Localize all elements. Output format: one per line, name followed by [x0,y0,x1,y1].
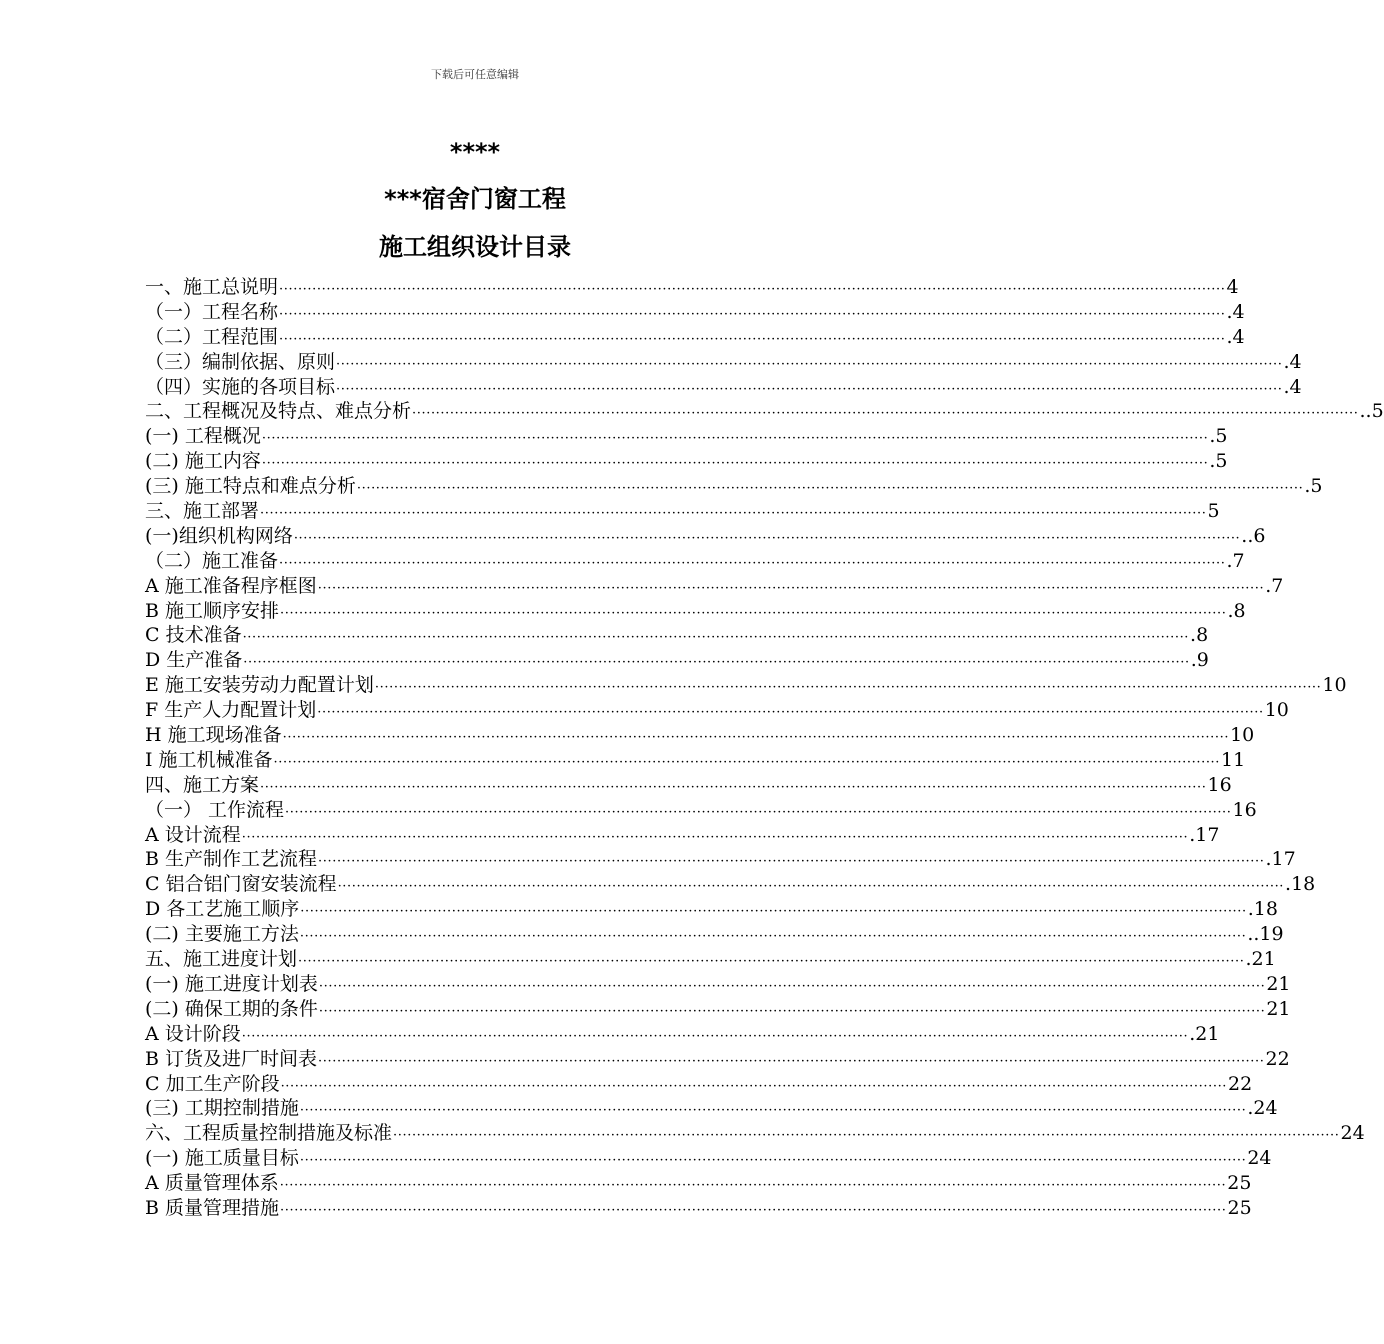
toc-entry-page: 10 [1230,724,1255,747]
toc-entry-page: .4 [1283,350,1302,373]
toc-entry[interactable] [145,275,1239,300]
toc-entry[interactable] [145,424,1228,449]
toc-entry-page: .5 [1304,475,1323,498]
toc-entry-label: C 加工生产阶段 [145,1072,280,1095]
toc-entry-label: 六、工程质量控制措施及标准 [145,1122,393,1145]
toc-entry[interactable] [145,300,1245,325]
toc-entry[interactable] [145,474,1323,499]
toc-entry-page: 4 [1226,276,1239,298]
toc-entry-page: 25 [1227,1172,1252,1195]
toc-entry-page: .21 [1189,1022,1220,1045]
toc-leader-dots: ········································································································································································································ [285,804,1232,820]
toc-entry-page: 24 [1340,1122,1365,1145]
toc-entry[interactable] [145,524,1266,549]
toc-entry-page: 16 [1232,798,1257,821]
toc-entry-label: B 订货及进厂时间表 [145,1047,318,1070]
toc-leader-dots: ········································································································································································································ [356,481,1304,497]
doc-title-line-2: ***宿舍门窗工程 [384,185,566,213]
toc-entry-page: .24 [1247,1097,1278,1120]
toc-entry-page: 21 [1266,972,1291,995]
toc-entry-label: B 质量管理措施 [145,1196,280,1219]
toc-entry-label: A 设计阶段 [145,1022,241,1045]
toc-entry-page: 25 [1227,1196,1252,1219]
toc-leader-dots: ········································································································································································································ [280,1202,1227,1218]
toc-entry-label: （四）实施的各项目标 [145,375,336,398]
toc-entry[interactable] [145,773,1232,798]
toc-entry-page: 11 [1221,748,1246,771]
toc-entry-label: 三、施工部署 [145,500,260,523]
toc-entry[interactable] [145,1096,1278,1121]
toc-entry-page: .18 [1285,873,1316,896]
toc-leader-dots: ········································································································································································································ [299,929,1247,945]
toc-leader-dots: ········································································································································································································ [337,879,1285,895]
toc-entry-label: D 生产准备 [145,649,243,672]
toc-entry[interactable] [145,972,1291,997]
toc-entry-label: D 各工艺施工顺序 [145,898,300,921]
toc-entry-page: 10 [1264,699,1289,722]
toc-leader-dots: ········································································································································································································ [279,1178,1227,1194]
toc-entry-label: （一） 工作流程 [145,798,285,821]
toc-entry[interactable] [145,922,1284,947]
toc-entry-page: .21 [1245,948,1276,971]
toc-entry-label: (二) 施工内容 [145,450,261,473]
toc-entry[interactable] [145,449,1228,474]
toc-leader-dots: ········································································································································································································ [241,829,1189,845]
toc-entry[interactable] [145,350,1302,375]
toc-leader-dots: ········································································································································································································ [273,754,1221,770]
toc-leader-dots: ········································································································································································································ [261,431,1209,447]
toc-leader-dots: ········································································································································································································ [260,506,1207,522]
toc-entry-page: .7 [1226,549,1245,572]
toc-entry-label: （三）编制依据、原则 [145,350,336,373]
toc-leader-dots: ········································································································································································································ [261,456,1209,472]
toc-leader-dots: ········································································································································································································ [374,680,1322,696]
toc-leader-dots: ········································································································································································································ [280,605,1227,621]
toc-leader-dots: ········································································································································································································ [260,779,1207,795]
toc-entry-label: (一) 工程概况 [145,425,261,448]
toc-entry-page: ..6 [1241,524,1266,547]
toc-leader-dots: ········································································································································································································ [242,630,1190,646]
toc-entry-page: .4 [1226,300,1245,323]
doc-title-line-1: **** [449,138,501,166]
toc-entry-page: 22 [1228,1072,1253,1095]
toc-leader-dots: ········································································································································································································ [279,555,1226,571]
toc-entry-label: C 铝合铝门窗安装流程 [145,873,337,896]
toc-leader-dots: ········································································································································································································ [243,655,1190,671]
toc-entry[interactable] [145,574,1284,599]
toc-entry-label: （二）工程范围 [145,325,279,348]
toc-entry[interactable] [145,847,1296,872]
toc-entry[interactable] [145,673,1347,698]
toc-entry[interactable] [145,549,1245,574]
toc-entry[interactable] [145,623,1209,648]
toc-entry-page: .7 [1265,574,1284,597]
toc-entry-label: （一）工程名称 [145,300,279,323]
toc-leader-dots: ········································································································································································································ [336,381,1283,397]
toc-leader-dots: ········································································································································································································ [393,1128,1340,1144]
toc-entry-label: (一)组织机构网络 [145,524,293,547]
toc-entry-label: A 施工准备程序框图 [145,574,317,597]
toc-entry-page: .5 [1209,450,1228,473]
toc-entry[interactable] [145,1121,1365,1146]
header-note: 下载后可任意编辑 [431,68,519,81]
toc-entry-label: 一、施工总说明 [145,276,279,298]
toc-entry-label: (一) 施工质量目标 [145,1147,299,1170]
toc-entry-page: .18 [1247,898,1278,921]
toc-entry[interactable] [145,1047,1290,1072]
toc-entry-label: (三) 工期控制措施 [145,1097,299,1120]
table-of-contents [145,275,1384,1221]
toc-entry-page: .17 [1189,823,1220,846]
toc-entry[interactable] [145,1146,1272,1171]
toc-entry-page: .4 [1226,325,1245,348]
toc-entry-label: B 生产制作工艺流程 [145,848,318,871]
toc-entry-label: A 设计流程 [145,823,241,846]
toc-entry[interactable] [145,599,1246,624]
toc-entry-page: 21 [1266,997,1291,1020]
toc-entry-page: 16 [1207,773,1232,796]
toc-entry[interactable] [145,872,1316,897]
toc-entry[interactable] [145,698,1289,723]
toc-entry-label: C 技术准备 [145,624,242,647]
toc-leader-dots: ········································································································································································································ [318,854,1265,870]
toc-entry-page: ..19 [1247,923,1284,946]
toc-entry[interactable] [145,748,1246,773]
toc-entry[interactable] [145,399,1384,424]
toc-entry[interactable] [145,1171,1252,1196]
toc-entry-label: E 施工安装劳动力配置计划 [145,674,374,697]
toc-entry[interactable] [145,897,1278,922]
toc-entry[interactable] [145,997,1291,1022]
toc-entry-page: ..5 [1359,400,1384,423]
toc-leader-dots: ········································································································································································································ [279,306,1226,322]
toc-entry-page: 22 [1265,1047,1290,1070]
toc-leader-dots: ········································································································································································································ [336,356,1283,372]
toc-entry[interactable] [145,499,1220,524]
toc-entry-page: 24 [1247,1147,1272,1170]
toc-entry-label: I 施工机械准备 [145,748,273,771]
toc-entry-label: (二) 主要施工方法 [145,923,299,946]
toc-leader-dots: ········································································································································································································ [293,530,1241,546]
toc-leader-dots: ········································································································································································································ [282,730,1230,746]
toc-leader-dots: ········································································································································································································ [280,1078,1228,1094]
toc-entry-label: B 施工顺序安排 [145,599,280,622]
toc-leader-dots: ········································································································································································································ [279,282,1226,297]
toc-leader-dots: ········································································································································································································ [412,406,1359,422]
toc-entry-label: F 生产人力配置计划 [145,699,317,722]
toc-leader-dots: ········································································································································································································ [318,1053,1265,1069]
toc-entry-label: 四、施工方案 [145,773,260,796]
toc-leader-dots: ········································································································································································································ [299,1103,1247,1119]
toc-entry[interactable] [145,1196,1252,1221]
toc-entry-page: .9 [1190,649,1209,672]
toc-entry-label: (二) 确保工期的条件 [145,997,318,1020]
toc-leader-dots: ········································································································································································································ [299,1153,1247,1169]
toc-entry[interactable] [145,798,1257,823]
toc-entry-label: H 施工现场准备 [145,724,282,747]
toc-leader-dots: ········································································································································································································ [279,331,1226,347]
toc-entry-page: .5 [1209,425,1228,448]
toc-entry[interactable] [145,648,1209,673]
toc-entry-label: A 质量管理体系 [145,1172,279,1195]
toc-entry-page: .4 [1283,375,1302,398]
toc-entry[interactable] [145,325,1245,350]
toc-leader-dots: ········································································································································································································ [318,978,1266,994]
toc-entry-label: 五、施工进度计划 [145,948,298,971]
toc-leader-dots: ········································································································································································································ [318,1003,1266,1019]
toc-entry-label: 二、工程概况及特点、难点分析 [145,400,412,423]
toc-entry[interactable] [145,723,1255,748]
toc-entry[interactable] [145,823,1220,848]
toc-entry-page: .8 [1227,599,1246,622]
toc-entry-label: （二）施工准备 [145,549,279,572]
toc-entry-label: (一) 施工进度计划表 [145,972,318,995]
toc-entry-page: .17 [1265,848,1296,871]
toc-entry[interactable] [145,1072,1253,1097]
toc-leader-dots: ········································································································································································································ [317,705,1264,721]
toc-leader-dots: ········································································································································································································ [317,580,1265,596]
toc-entry[interactable] [145,1022,1220,1047]
toc-leader-dots: ········································································································································································································ [241,1028,1189,1044]
toc-entry[interactable] [145,375,1302,400]
doc-title-line-3: 施工组织设计目录 [379,233,571,261]
toc-leader-dots: ········································································································································································································ [300,904,1247,920]
toc-leader-dots: ········································································································································································································ [298,954,1245,970]
toc-entry-page: .8 [1190,624,1209,647]
toc-entry-label: (三) 施工特点和难点分析 [145,475,356,498]
toc-entry-page: 5 [1207,500,1220,523]
toc-entry[interactable] [145,947,1276,972]
toc-entry-page: 10 [1322,674,1347,697]
